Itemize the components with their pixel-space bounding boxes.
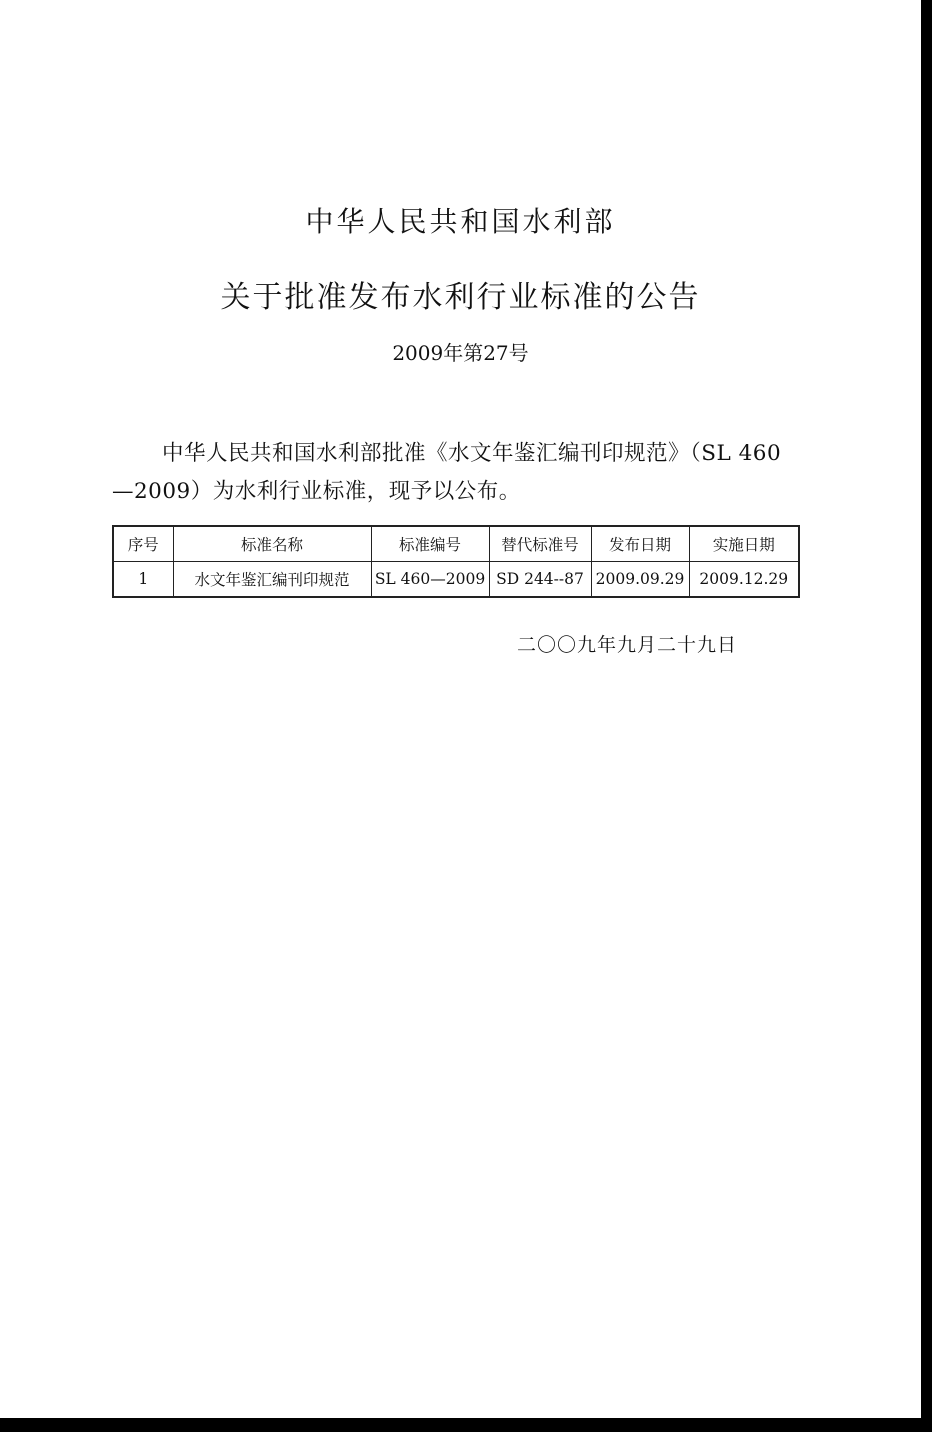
announcement-body: 中华人民共和国水利部批准《水文年鉴汇编刊印规范》（SL 460—2009）为水利行业标准，现予以公布。 (112, 441, 782, 504)
table-row (113, 562, 799, 598)
table-header-row (113, 526, 799, 562)
cell-replaced-code: SD 244--87 (489, 562, 591, 598)
header-cell-release-date: 发布日期 (591, 526, 689, 562)
header-cell-standard-name: 标准名称 (173, 526, 371, 562)
cell-index: 1 (113, 562, 173, 598)
header-cell-standard-code: 标准编号 (371, 526, 489, 562)
header-cell-index: 序号 (113, 526, 173, 562)
announcement-title: 关于批准发布水利行业标准的公告 (220, 280, 701, 315)
cell-standard-code: SL 460—2009 (371, 562, 489, 598)
cell-standard-name: 水文年鉴汇编刊印规范 (173, 562, 371, 598)
standards-table (112, 525, 800, 598)
cell-release-date: 2009.09.29 (591, 562, 689, 598)
cell-effective-date: 2009.12.29 (689, 562, 799, 598)
signing-date: 二〇〇九年九月二十九日 (517, 634, 738, 656)
header-cell-effective-date: 实施日期 (689, 526, 799, 562)
header-cell-replaced-code: 替代标准号 (489, 526, 591, 562)
announcement-number: 2009年第27号 (392, 341, 529, 365)
issuing-organization: 中华人民共和国水利部 (305, 205, 616, 238)
